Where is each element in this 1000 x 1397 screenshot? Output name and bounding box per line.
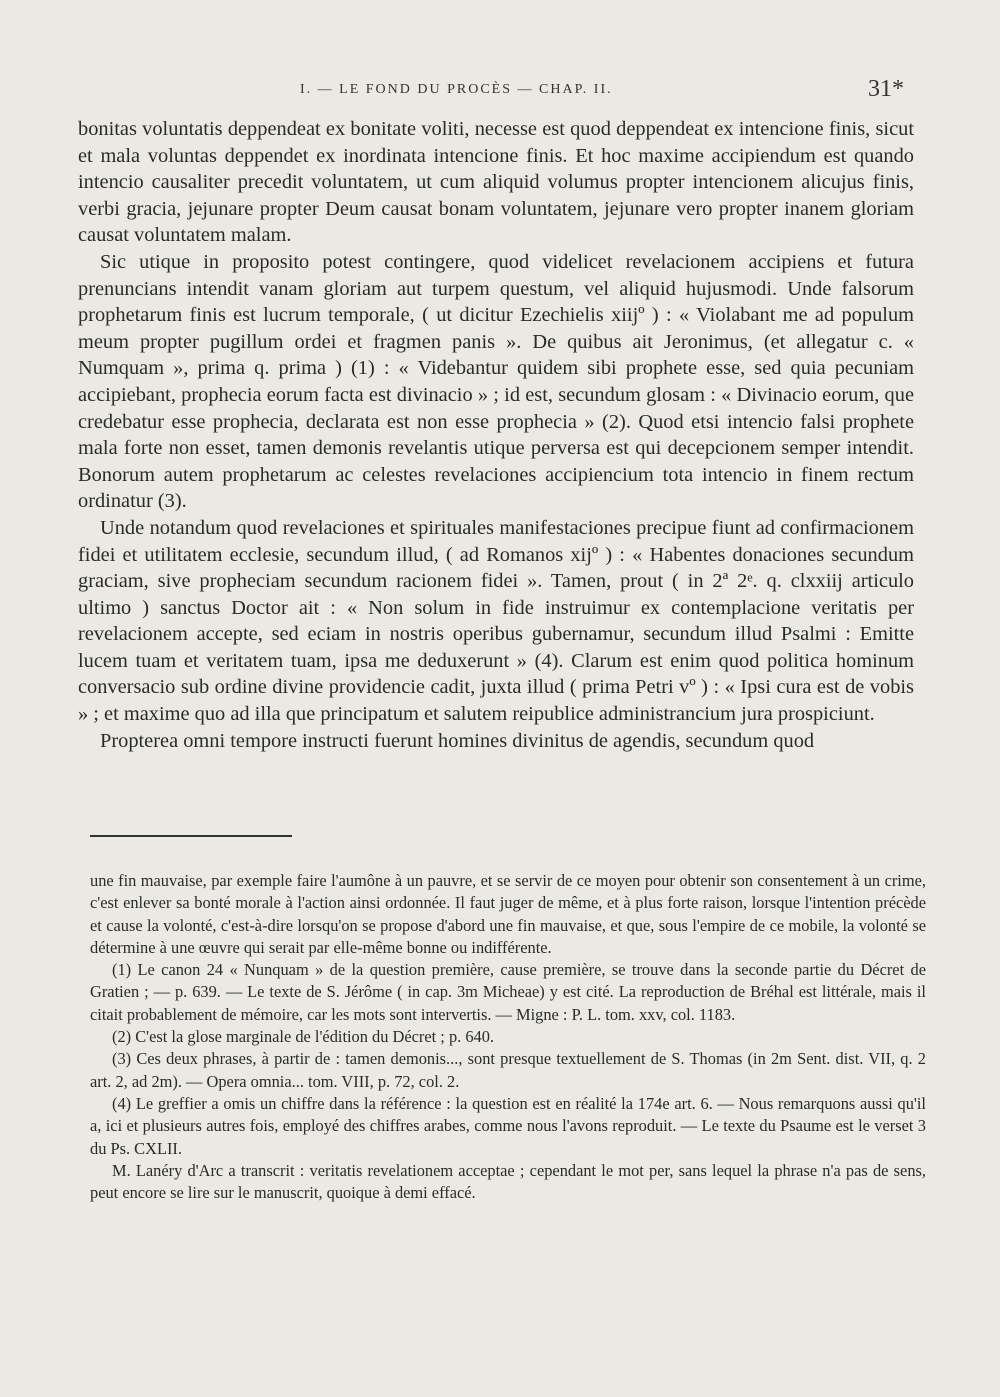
footnote: (3) Ces deux phrases, à partir de : tamen demonis..., sont presque textuellement de S. Thomas (in 2m Sent. dist. VII, q. 2 art. 2, ad 2m). — Opera omnia... tom. VIII, p. 72, col. 2. [90,1049,926,1091]
main-text [78,116,914,754]
footnote: M. Lanéry d'Arc a transcrit : veritatis revelationem acceptae ; cependant le mot per, sans lequel la phrase n'a pas de sens, peut encore se lire sur le manuscrit, quoique à demi effacé. [90,1160,926,1203]
body-paragraph: Unde notandum quod revelaciones et spirituales manifestaciones precipue fiunt ad confirmacionem fidei et utilitatem ecclesie, secundum illud, ( ad Romanos xijº ) : « Habentes donaciones secundum graciam, sive propheciam secundum racionem fidei ». Tamen, prout ( in 2ª 2ᵉ. q. clxxiij articulo ultimo ) sanctus Doctor ait : « Non solum in fide instruimur ex contemplacione veritatis per revelacionem accepte, sed eciam in nostris operibus gubernamur, secundum illud Psalmi : Emitte lucem tuam et veritatem tuam, ipsa me deduxerunt » (4). Clarum est enim quod politica hominum conversacio sub ordine divine providencie cadit, juxta illud ( prima Petri vº ) : « Ipsi cura est de vobis » ; et maxime quo ad illa que principatum et salutem reipublice administrancium jura prospiciunt. [78,516,914,726]
running-head: I. — LE FOND DU PROCÈS — CHAP. II. [300,82,613,97]
footnote: (2) C'est la glose marginale de l'édition du Décret ; p. 640. [112,1027,495,1047]
body-paragraph: Propterea omni tempore instructi fuerunt homines divinitus de agendis, secundum quod [100,729,815,752]
page-number: 31* [868,76,904,102]
page-header [0,76,1000,104]
body-paragraph: Sic utique in proposito potest contingere, quod videlicet revelacionem accipiens et futura prenuncians intendit vanam gloriam aut turpem questum, vel aliquid hujusmodi. Unde falsorum prophetarum finis est lucrum temporale, ( ut dicitur Ezechielis xiijº ) : « Violabant me ad populum meum propter pugillum ordei et fragmen panis ». De quibus ait Jeronimus, (et allegatur c. « Numquam », prima q. prima ) (1) : « Videbantur quidem sibi prophete esse, sed quia pecuniam accipiebant, prophecia eorum facta est divinacio » ; id est, secundum glosam : « Divinacio eorum, que credebatur esse prophecia, declarata est non esse prophecia » (2). Quod etsi intencio falsi prophete mala forte non esset, tamen demonis revelantis utique perversa est qui decepcionem semper intendit. Bonorum autem prophetarum ac celestes revelaciones accipiencium tota intencio in finem rectum ordinatur (3). [78,250,914,513]
footnote: (1) Le canon 24 « Nunquam » de la question première, cause première, se trouve dans la seconde partie du Décret de Gratien ; — p. 639. — Le texte de S. Jérôme ( in cap. 3m Micheae) y est cité. La reproduction de Bréhal est littérale, mais il citait probablement de mémoire, car les mots sont intervertis. — Migne : P. L. tom. xxv, col. 1183. [90,960,926,1024]
footnote-continuation: une fin mauvaise, par exemple faire l'aumône à un pauvre, et se servir de ce moyen pour obtenir son consentement à un crime, c'est enlever sa bonté morale à l'action ainsi ordonnée. Il faut juger de même, et à plus forte raison, lorsque l'intention précède et cause la volonté, c'est-à-dire lorsqu'on se propose d'abord une fin mauvaise, et que, sous l'empire de ce mobile, la volonté se détermine à une œuvre qui serait par elle-même bonne ou indifférente. [90,871,926,957]
footnote-rule [90,835,292,837]
footnote: (4) Le greffier a omis un chiffre dans la référence : la question est en réalité la 174e art. 6. — Nous remarquons aussi qu'il a, ici et plusieurs autres fois, employé des chiffres arabes, comme nous l'avons reproduit. — Le texte du Psaume est le verset 3 du Ps. CXLII. [90,1093,926,1158]
footnotes [90,870,926,1204]
body-paragraph: bonitas voluntatis deppendeat ex bonitate voliti, necesse est quod deppendeat ex intencione finis, sicut et mala voluntas deppendet ex inordinata intencione finis. Et hoc maxime accipiendum est quando intencio causaliter precedit voluntatem, ut cum aliquid volumus propter intencionem alicujus finis, verbi gracia, jejunare propter Deum causat bonam voluntatem, jejunare vero propter inanem gloriam causat voluntatem malam. [78,118,914,247]
